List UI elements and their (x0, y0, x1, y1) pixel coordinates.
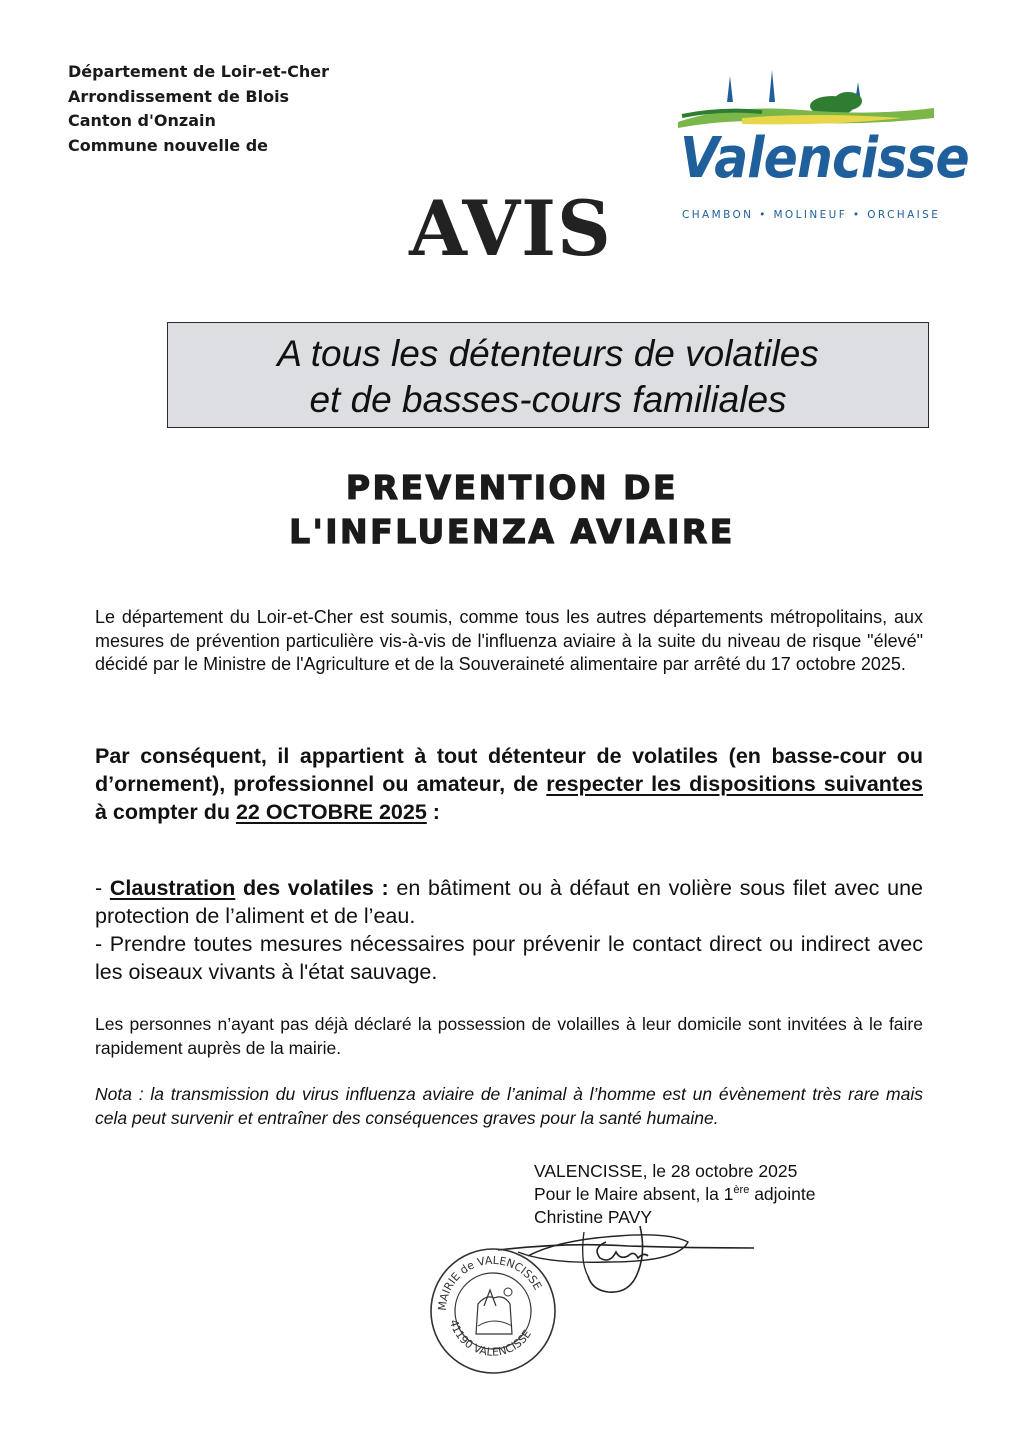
administrative-header (68, 60, 329, 158)
stamp-bottom-text: 41190 VALENCISSE (446, 1318, 534, 1359)
measure-item-claustration (95, 874, 923, 930)
measure-item-contact: - Prendre toutes mesures nécessaires pour prévenir le contact direct ou indirect avec les oiseaux vivants à l'état sauvage. (95, 932, 923, 984)
admin-line-canton: Canton d'Onzain (68, 111, 216, 130)
role-text-a: Pour le Maire absent, la 1 (534, 1184, 734, 1204)
section-heading (0, 466, 1024, 554)
banner-line-1: A tous les détenteurs de volatiles (277, 333, 819, 374)
declaration-paragraph: Les personnes n’ayant pas déjà déclaré la possession de volailles à leur domicile sont invitées à le faire rapidement auprès de la mairie. (95, 1014, 923, 1058)
role-superscript: ère (733, 1184, 750, 1196)
nota-paragraph: Nota : la transmission du virus influenza aviaire de l’animal à l’homme est un évènement très rare mais cela peut survenir et entraîner des conséquences graves pour la santé humaine. (95, 1084, 923, 1128)
heading-line-2: L'INFLUENZA AVIAIRE (289, 512, 735, 551)
item-dash: - (95, 876, 110, 900)
town-hall-stamp (428, 1246, 558, 1376)
obligation-text-b: à compter du (95, 800, 236, 824)
logo-subtitle: CHAMBON • MOLINEUF • ORCHAISE (682, 209, 941, 221)
role-text-b: adjointe (749, 1184, 816, 1204)
banner-line-2: et de basses-cours familiales (309, 379, 787, 420)
audience-banner (167, 322, 929, 428)
item-claustration-label: Claustration (109, 876, 236, 900)
page-title (0, 184, 1022, 273)
stamp-top-text: MAIRIE de VALENCISSE (435, 1253, 545, 1312)
item-claustration-text: en bâtiment ou à défaut en volière sous filet avec une protection de l’aliment et de l’eau. (95, 876, 924, 928)
heading-line-1: PREVENTION DE (345, 468, 679, 507)
item-claustration-bold: des volatiles : (235, 876, 389, 900)
obligation-underlined-dispositions: respecter les dispositions suivantes (546, 772, 923, 796)
measures-list (95, 874, 923, 986)
admin-line-department: Département de Loir-et-Cher (68, 62, 329, 81)
obligation-text-a: Par conséquent, il appartient à tout détenteur de volatiles (en basse-cour ou d’ornement), professionnel ou amateur, de (95, 744, 923, 796)
admin-line-arrondissement: Arrondissement de Blois (68, 86, 290, 106)
obligation-text-c: : (426, 800, 440, 824)
obligation-paragraph (95, 742, 923, 826)
intro-paragraph: Le département du Loir-et-Cher est soumis, comme tous les autres départements métropolitains, aux mesures de prévention particulière vis-à-vis de l'influenza aviaire à la suite du niveau de risque "élevé" décidé par le Ministre de l'Agriculture et de la Souveraineté alimentaire par arrêté du 17 octobre 2025. (95, 607, 923, 674)
obligation-underlined-date: 22 OCTOBRE 2025 (235, 800, 427, 824)
signature-place-date: VALENCISSE, le 28 octobre 2025 (534, 1161, 798, 1181)
page-title-text: AVIS (408, 184, 612, 273)
signature-role (534, 1183, 816, 1206)
logo-wordmark: Valencisse (680, 126, 969, 191)
admin-line-commune: Commune nouvelle de (68, 135, 269, 155)
signature-name: Christine PAVY (534, 1207, 653, 1227)
